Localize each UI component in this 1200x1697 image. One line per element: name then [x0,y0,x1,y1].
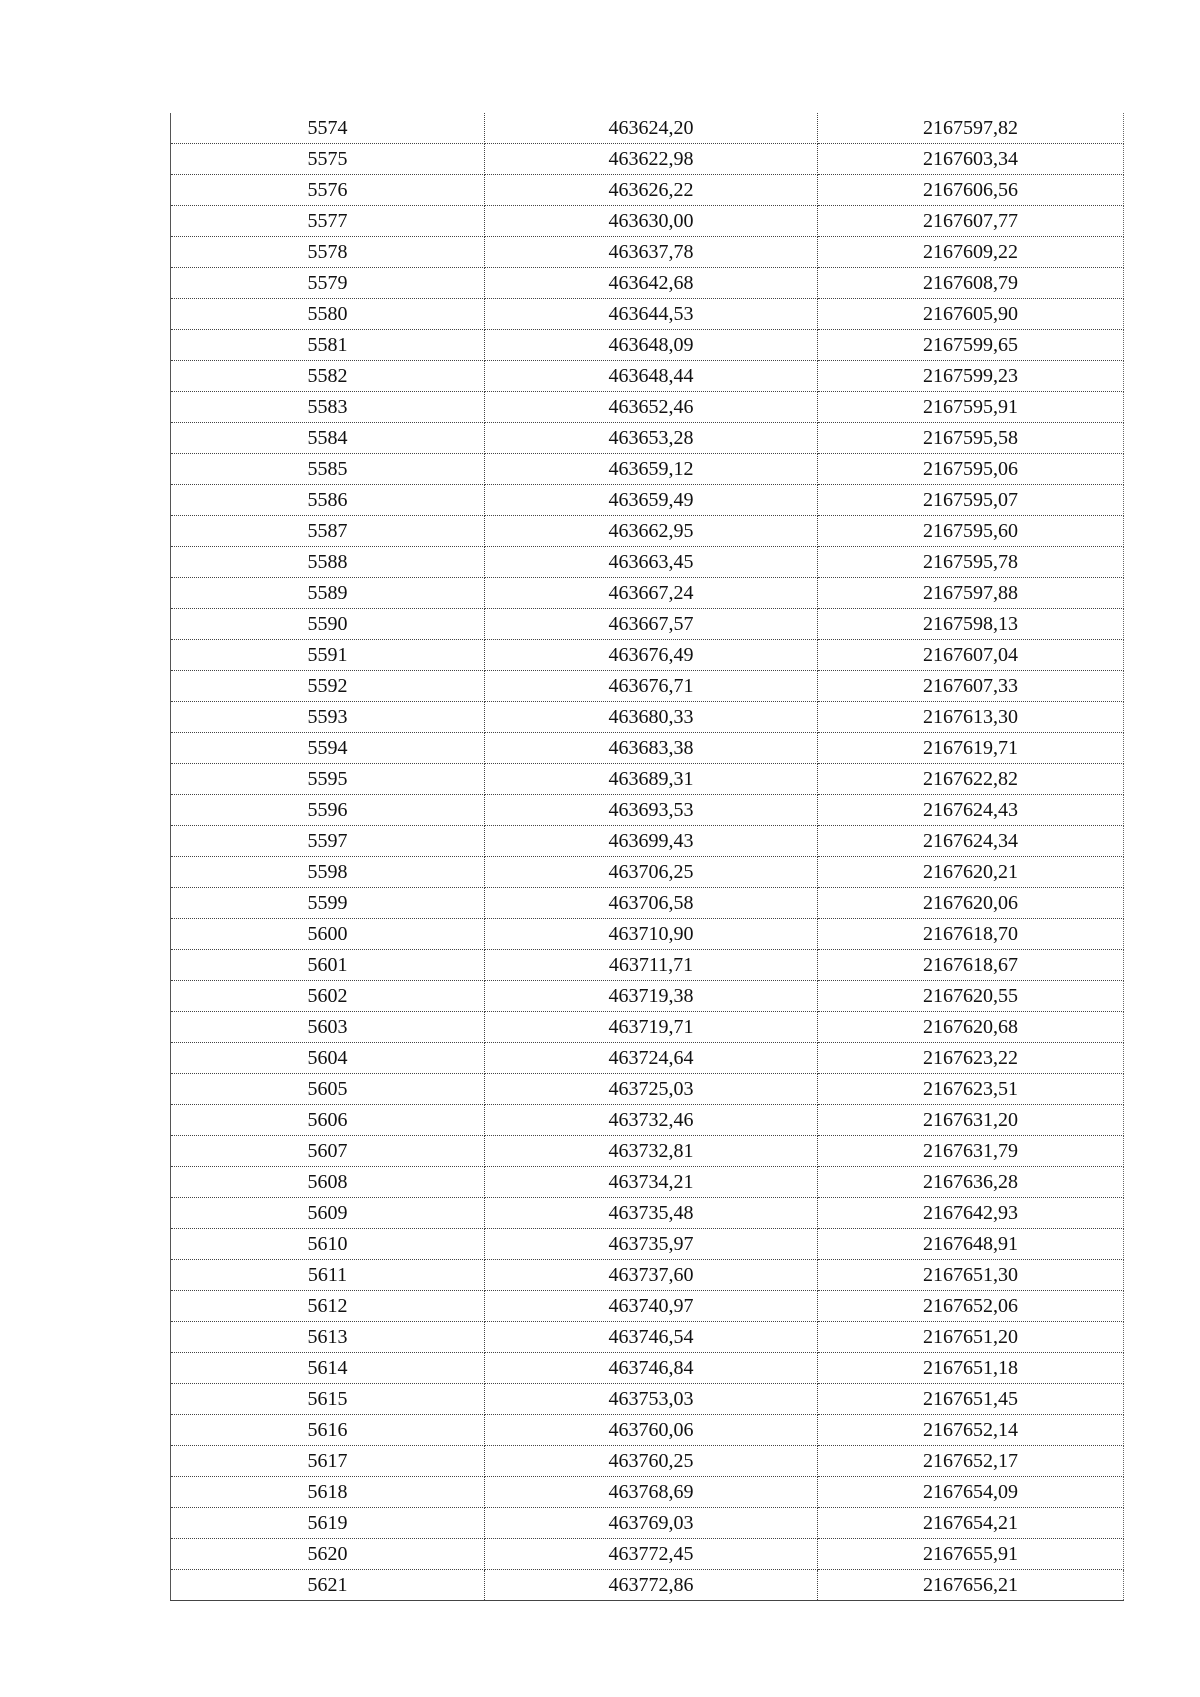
y-coordinate-cell: 2167595,06 [818,454,1124,485]
point-number-cell: 5611 [171,1260,485,1291]
point-number-cell: 5586 [171,485,485,516]
x-coordinate-cell: 463735,48 [485,1198,818,1229]
y-coordinate-cell: 2167652,17 [818,1446,1124,1477]
table-row [171,1570,1124,1601]
y-coordinate-cell: 2167595,60 [818,516,1124,547]
point-number-cell: 5601 [171,950,485,981]
point-number-cell: 5609 [171,1198,485,1229]
x-coordinate-cell: 463732,81 [485,1136,818,1167]
table-row [171,237,1124,268]
y-coordinate-cell: 2167603,34 [818,144,1124,175]
x-coordinate-cell: 463689,31 [485,764,818,795]
point-number-cell: 5619 [171,1508,485,1539]
table-row [171,950,1124,981]
table-row [171,1446,1124,1477]
x-coordinate-cell: 463676,71 [485,671,818,702]
y-coordinate-cell: 2167631,79 [818,1136,1124,1167]
x-coordinate-cell: 463624,20 [485,113,818,144]
y-coordinate-cell: 2167618,70 [818,919,1124,950]
y-coordinate-cell: 2167620,21 [818,857,1124,888]
x-coordinate-cell: 463769,03 [485,1508,818,1539]
table-row [171,1074,1124,1105]
y-coordinate-cell: 2167656,21 [818,1570,1124,1601]
point-number-cell: 5599 [171,888,485,919]
table-row [171,392,1124,423]
x-coordinate-cell: 463772,45 [485,1539,818,1570]
point-number-cell: 5594 [171,733,485,764]
point-number-cell: 5585 [171,454,485,485]
point-number-cell: 5608 [171,1167,485,1198]
point-number-cell: 5593 [171,702,485,733]
x-coordinate-cell: 463706,25 [485,857,818,888]
x-coordinate-cell: 463644,53 [485,299,818,330]
y-coordinate-cell: 2167597,82 [818,113,1124,144]
coordinates-table [170,113,1124,1601]
table-row [171,454,1124,485]
table-row [171,1260,1124,1291]
y-coordinate-cell: 2167654,21 [818,1508,1124,1539]
point-number-cell: 5604 [171,1043,485,1074]
y-coordinate-cell: 2167655,91 [818,1539,1124,1570]
y-coordinate-cell: 2167613,30 [818,702,1124,733]
table-row [171,888,1124,919]
table-row [171,1539,1124,1570]
table-row [171,485,1124,516]
x-coordinate-cell: 463735,97 [485,1229,818,1260]
x-coordinate-cell: 463622,98 [485,144,818,175]
table-row [171,423,1124,454]
y-coordinate-cell: 2167654,09 [818,1477,1124,1508]
x-coordinate-cell: 463706,58 [485,888,818,919]
point-number-cell: 5587 [171,516,485,547]
x-coordinate-cell: 463710,90 [485,919,818,950]
y-coordinate-cell: 2167595,78 [818,547,1124,578]
table-row [171,981,1124,1012]
table-row [171,1353,1124,1384]
table-row [171,516,1124,547]
point-number-cell: 5577 [171,206,485,237]
y-coordinate-cell: 2167619,71 [818,733,1124,764]
x-coordinate-cell: 463648,44 [485,361,818,392]
y-coordinate-cell: 2167624,43 [818,795,1124,826]
y-coordinate-cell: 2167651,45 [818,1384,1124,1415]
table-row [171,857,1124,888]
point-number-cell: 5597 [171,826,485,857]
table-row [171,1105,1124,1136]
y-coordinate-cell: 2167651,18 [818,1353,1124,1384]
table-row [171,1198,1124,1229]
x-coordinate-cell: 463659,49 [485,485,818,516]
table-row [171,1384,1124,1415]
point-number-cell: 5616 [171,1415,485,1446]
y-coordinate-cell: 2167648,91 [818,1229,1124,1260]
point-number-cell: 5584 [171,423,485,454]
table-row [171,702,1124,733]
table-row [171,361,1124,392]
y-coordinate-cell: 2167599,65 [818,330,1124,361]
point-number-cell: 5590 [171,609,485,640]
y-coordinate-cell: 2167642,93 [818,1198,1124,1229]
point-number-cell: 5575 [171,144,485,175]
x-coordinate-cell: 463652,46 [485,392,818,423]
table-row [171,1291,1124,1322]
table-row [171,578,1124,609]
table-row [171,1415,1124,1446]
y-coordinate-cell: 2167623,51 [818,1074,1124,1105]
point-number-cell: 5613 [171,1322,485,1353]
x-coordinate-cell: 463740,97 [485,1291,818,1322]
x-coordinate-cell: 463626,22 [485,175,818,206]
y-coordinate-cell: 2167595,58 [818,423,1124,454]
table-row [171,733,1124,764]
x-coordinate-cell: 463734,21 [485,1167,818,1198]
x-coordinate-cell: 463659,12 [485,454,818,485]
point-number-cell: 5603 [171,1012,485,1043]
y-coordinate-cell: 2167605,90 [818,299,1124,330]
y-coordinate-cell: 2167618,67 [818,950,1124,981]
y-coordinate-cell: 2167599,23 [818,361,1124,392]
y-coordinate-cell: 2167622,82 [818,764,1124,795]
table-row [171,1136,1124,1167]
point-number-cell: 5620 [171,1539,485,1570]
y-coordinate-cell: 2167609,22 [818,237,1124,268]
y-coordinate-cell: 2167608,79 [818,268,1124,299]
table-row [171,764,1124,795]
x-coordinate-cell: 463642,68 [485,268,818,299]
y-coordinate-cell: 2167636,28 [818,1167,1124,1198]
x-coordinate-cell: 463732,46 [485,1105,818,1136]
table-row [171,206,1124,237]
point-number-cell: 5605 [171,1074,485,1105]
table-row [171,268,1124,299]
point-number-cell: 5576 [171,175,485,206]
point-number-cell: 5591 [171,640,485,671]
table-row [171,1043,1124,1074]
point-number-cell: 5600 [171,919,485,950]
x-coordinate-cell: 463699,43 [485,826,818,857]
y-coordinate-cell: 2167598,13 [818,609,1124,640]
coordinates-table-body [171,113,1124,1601]
table-row [171,609,1124,640]
point-number-cell: 5612 [171,1291,485,1322]
table-row [171,1322,1124,1353]
y-coordinate-cell: 2167623,22 [818,1043,1124,1074]
y-coordinate-cell: 2167631,20 [818,1105,1124,1136]
x-coordinate-cell: 463630,00 [485,206,818,237]
y-coordinate-cell: 2167620,68 [818,1012,1124,1043]
table-row [171,330,1124,361]
point-number-cell: 5583 [171,392,485,423]
y-coordinate-cell: 2167651,20 [818,1322,1124,1353]
x-coordinate-cell: 463711,71 [485,950,818,981]
point-number-cell: 5617 [171,1446,485,1477]
x-coordinate-cell: 463719,38 [485,981,818,1012]
x-coordinate-cell: 463753,03 [485,1384,818,1415]
x-coordinate-cell: 463693,53 [485,795,818,826]
point-number-cell: 5595 [171,764,485,795]
y-coordinate-cell: 2167595,91 [818,392,1124,423]
table-row [171,1229,1124,1260]
table-row [171,640,1124,671]
y-coordinate-cell: 2167620,06 [818,888,1124,919]
x-coordinate-cell: 463683,38 [485,733,818,764]
x-coordinate-cell: 463648,09 [485,330,818,361]
point-number-cell: 5580 [171,299,485,330]
x-coordinate-cell: 463737,60 [485,1260,818,1291]
x-coordinate-cell: 463719,71 [485,1012,818,1043]
x-coordinate-cell: 463768,69 [485,1477,818,1508]
table-row [171,299,1124,330]
x-coordinate-cell: 463637,78 [485,237,818,268]
x-coordinate-cell: 463760,06 [485,1415,818,1446]
x-coordinate-cell: 463662,95 [485,516,818,547]
y-coordinate-cell: 2167595,07 [818,485,1124,516]
y-coordinate-cell: 2167607,77 [818,206,1124,237]
table-row [171,144,1124,175]
y-coordinate-cell: 2167624,34 [818,826,1124,857]
table-row [171,826,1124,857]
x-coordinate-cell: 463667,24 [485,578,818,609]
y-coordinate-cell: 2167620,55 [818,981,1124,1012]
point-number-cell: 5592 [171,671,485,702]
point-number-cell: 5581 [171,330,485,361]
point-number-cell: 5598 [171,857,485,888]
x-coordinate-cell: 463724,64 [485,1043,818,1074]
point-number-cell: 5610 [171,1229,485,1260]
point-number-cell: 5588 [171,547,485,578]
point-number-cell: 5602 [171,981,485,1012]
table-row [171,175,1124,206]
point-number-cell: 5589 [171,578,485,609]
point-number-cell: 5618 [171,1477,485,1508]
x-coordinate-cell: 463760,25 [485,1446,818,1477]
x-coordinate-cell: 463663,45 [485,547,818,578]
point-number-cell: 5579 [171,268,485,299]
table-row [171,1012,1124,1043]
point-number-cell: 5596 [171,795,485,826]
x-coordinate-cell: 463676,49 [485,640,818,671]
table-row [171,1477,1124,1508]
y-coordinate-cell: 2167651,30 [818,1260,1124,1291]
point-number-cell: 5621 [171,1570,485,1601]
y-coordinate-cell: 2167597,88 [818,578,1124,609]
x-coordinate-cell: 463725,03 [485,1074,818,1105]
point-number-cell: 5614 [171,1353,485,1384]
x-coordinate-cell: 463772,86 [485,1570,818,1601]
x-coordinate-cell: 463653,28 [485,423,818,454]
x-coordinate-cell: 463667,57 [485,609,818,640]
table-row [171,671,1124,702]
y-coordinate-cell: 2167606,56 [818,175,1124,206]
table-row [171,547,1124,578]
point-number-cell: 5606 [171,1105,485,1136]
x-coordinate-cell: 463746,84 [485,1353,818,1384]
y-coordinate-cell: 2167652,06 [818,1291,1124,1322]
table-row [171,113,1124,144]
table-row [171,1508,1124,1539]
point-number-cell: 5574 [171,113,485,144]
y-coordinate-cell: 2167607,04 [818,640,1124,671]
point-number-cell: 5578 [171,237,485,268]
x-coordinate-cell: 463746,54 [485,1322,818,1353]
table-row [171,1167,1124,1198]
point-number-cell: 5582 [171,361,485,392]
y-coordinate-cell: 2167607,33 [818,671,1124,702]
x-coordinate-cell: 463680,33 [485,702,818,733]
y-coordinate-cell: 2167652,14 [818,1415,1124,1446]
point-number-cell: 5615 [171,1384,485,1415]
table-row [171,795,1124,826]
table-row [171,919,1124,950]
point-number-cell: 5607 [171,1136,485,1167]
